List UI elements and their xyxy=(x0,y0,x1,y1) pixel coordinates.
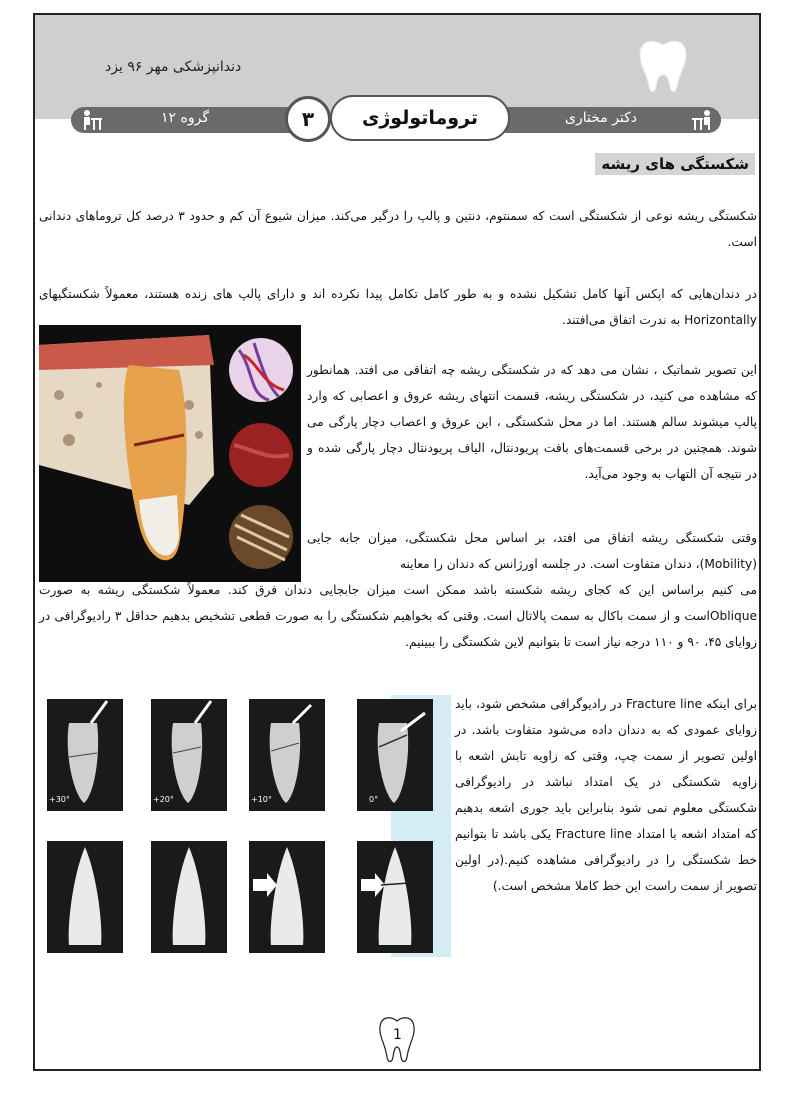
xray-angle-label: +10° xyxy=(251,795,272,804)
paragraph-schematic: این تصویر شماتیک ، نشان می دهد که در شکستگی ریشه چه اتفاقی می افتد. همانطور که مشاهده می کنید، در شکستگی ریشه، قسمت انتهای ریشه عروق و اعصابی که وارد پالپ میشوند سالم هستند. اما در محل شکستگی ، این عروق و اعصاب دچار پارگی می شوند. همچنین در برخی قسمت‌های بافت پریودنتال، الیاف پریودنتال دچار پارگی شده و در نتیجه آن التهاب به وجود می‌آید. xyxy=(307,363,757,481)
paragraph-mobility: وقتی شکستگی ریشه اتفاق می افتد، بر اساس محل شکستگی، میزان جابه جایی (Mobility)، دندان متفاوت است. در جلسه اورژانس که دندان را معاینه xyxy=(307,531,757,571)
page-frame xyxy=(33,13,761,1071)
page-number: 1 xyxy=(393,1027,402,1043)
paragraph-horizontal: در دندان‌هایی که اپکس آنها کامل تشکیل نشده و به طور کامل تکامل پیدا نکرده اند و دارای پالپ های زنده هستند، معمولاً شکستگیهای Horizontally به ندرت اتفاق می‌افتند. xyxy=(39,287,757,327)
xray-angle-label: +20° xyxy=(153,795,174,804)
root-fracture-diagram xyxy=(39,325,301,582)
xray-angle-label: 0° xyxy=(369,795,379,804)
tooth-logo-icon xyxy=(635,37,691,95)
page-number-tooth xyxy=(377,1015,417,1065)
group-label: گروه ۱۲ xyxy=(161,110,209,126)
person-at-desk-icon xyxy=(691,109,715,131)
instructor-bar xyxy=(505,107,721,133)
xray-angle-label: +30° xyxy=(49,795,70,804)
paragraph-oblique: می کنیم براساس این که کجای ریشه شکسته باشد ممکن است میزان جابجایی دندان فرق کند. معمولاً شکستگی ریشه به صورت Obliqueاست و از سمت باکال به سمت پالاتال است. وقتی که بخواهیم شکستگی را به صورت قطعی تشخیص بدهیم حداقل ۳ رادیوگرافی در زوایای ۴۵، ۹۰ و ۱۱۰ درجه نیاز است تا بتوانیم لاین شکستگی را ببینیم. xyxy=(39,583,757,649)
instructor-name: دکتر مختاری xyxy=(565,110,638,126)
person-at-desk-icon xyxy=(79,109,103,131)
page-title: تروماتولوژی xyxy=(330,95,510,141)
paragraph-definition: شکستگی ریشه نوعی از شکستگی است که سمنتوم، دنتین و پالپ را درگیر می‌کند. میزان شیوع آن کم و حدود ۳ درصد کل تروماهای دندانی است. xyxy=(39,209,758,249)
paragraph-fracture-line: برای اینکه Fracture line در رادیوگرافی مشخص شود، باید زوایای عمودی که به دندان داده می‌شود متفاوت باشد. در اولین تصویر از سمت چپ، وقتی که زاویه تابش اشعه با زاویه شکستگی در یک امتداد نباشد در رادیوگرافی شکستگی معلوم نمی شود بنابراین باید جوری اشعه بدهیم که امتداد اشعه با امتداد Fracture line یکی باشد تا بتوانیم خط شکستگی را در رادیوگرافی مشاهده کنیم.(در اولین تصویر از سمت راست این خط کاملا مشخص است.) xyxy=(455,697,757,893)
session-number: ۳ xyxy=(285,96,331,142)
group-bar xyxy=(71,107,291,133)
radiograph-angles-figure xyxy=(39,695,451,957)
section-heading: شکستگی های ریشه xyxy=(595,153,755,175)
school-name: دندانپزشکی مهر ۹۶ یزد xyxy=(105,59,242,75)
